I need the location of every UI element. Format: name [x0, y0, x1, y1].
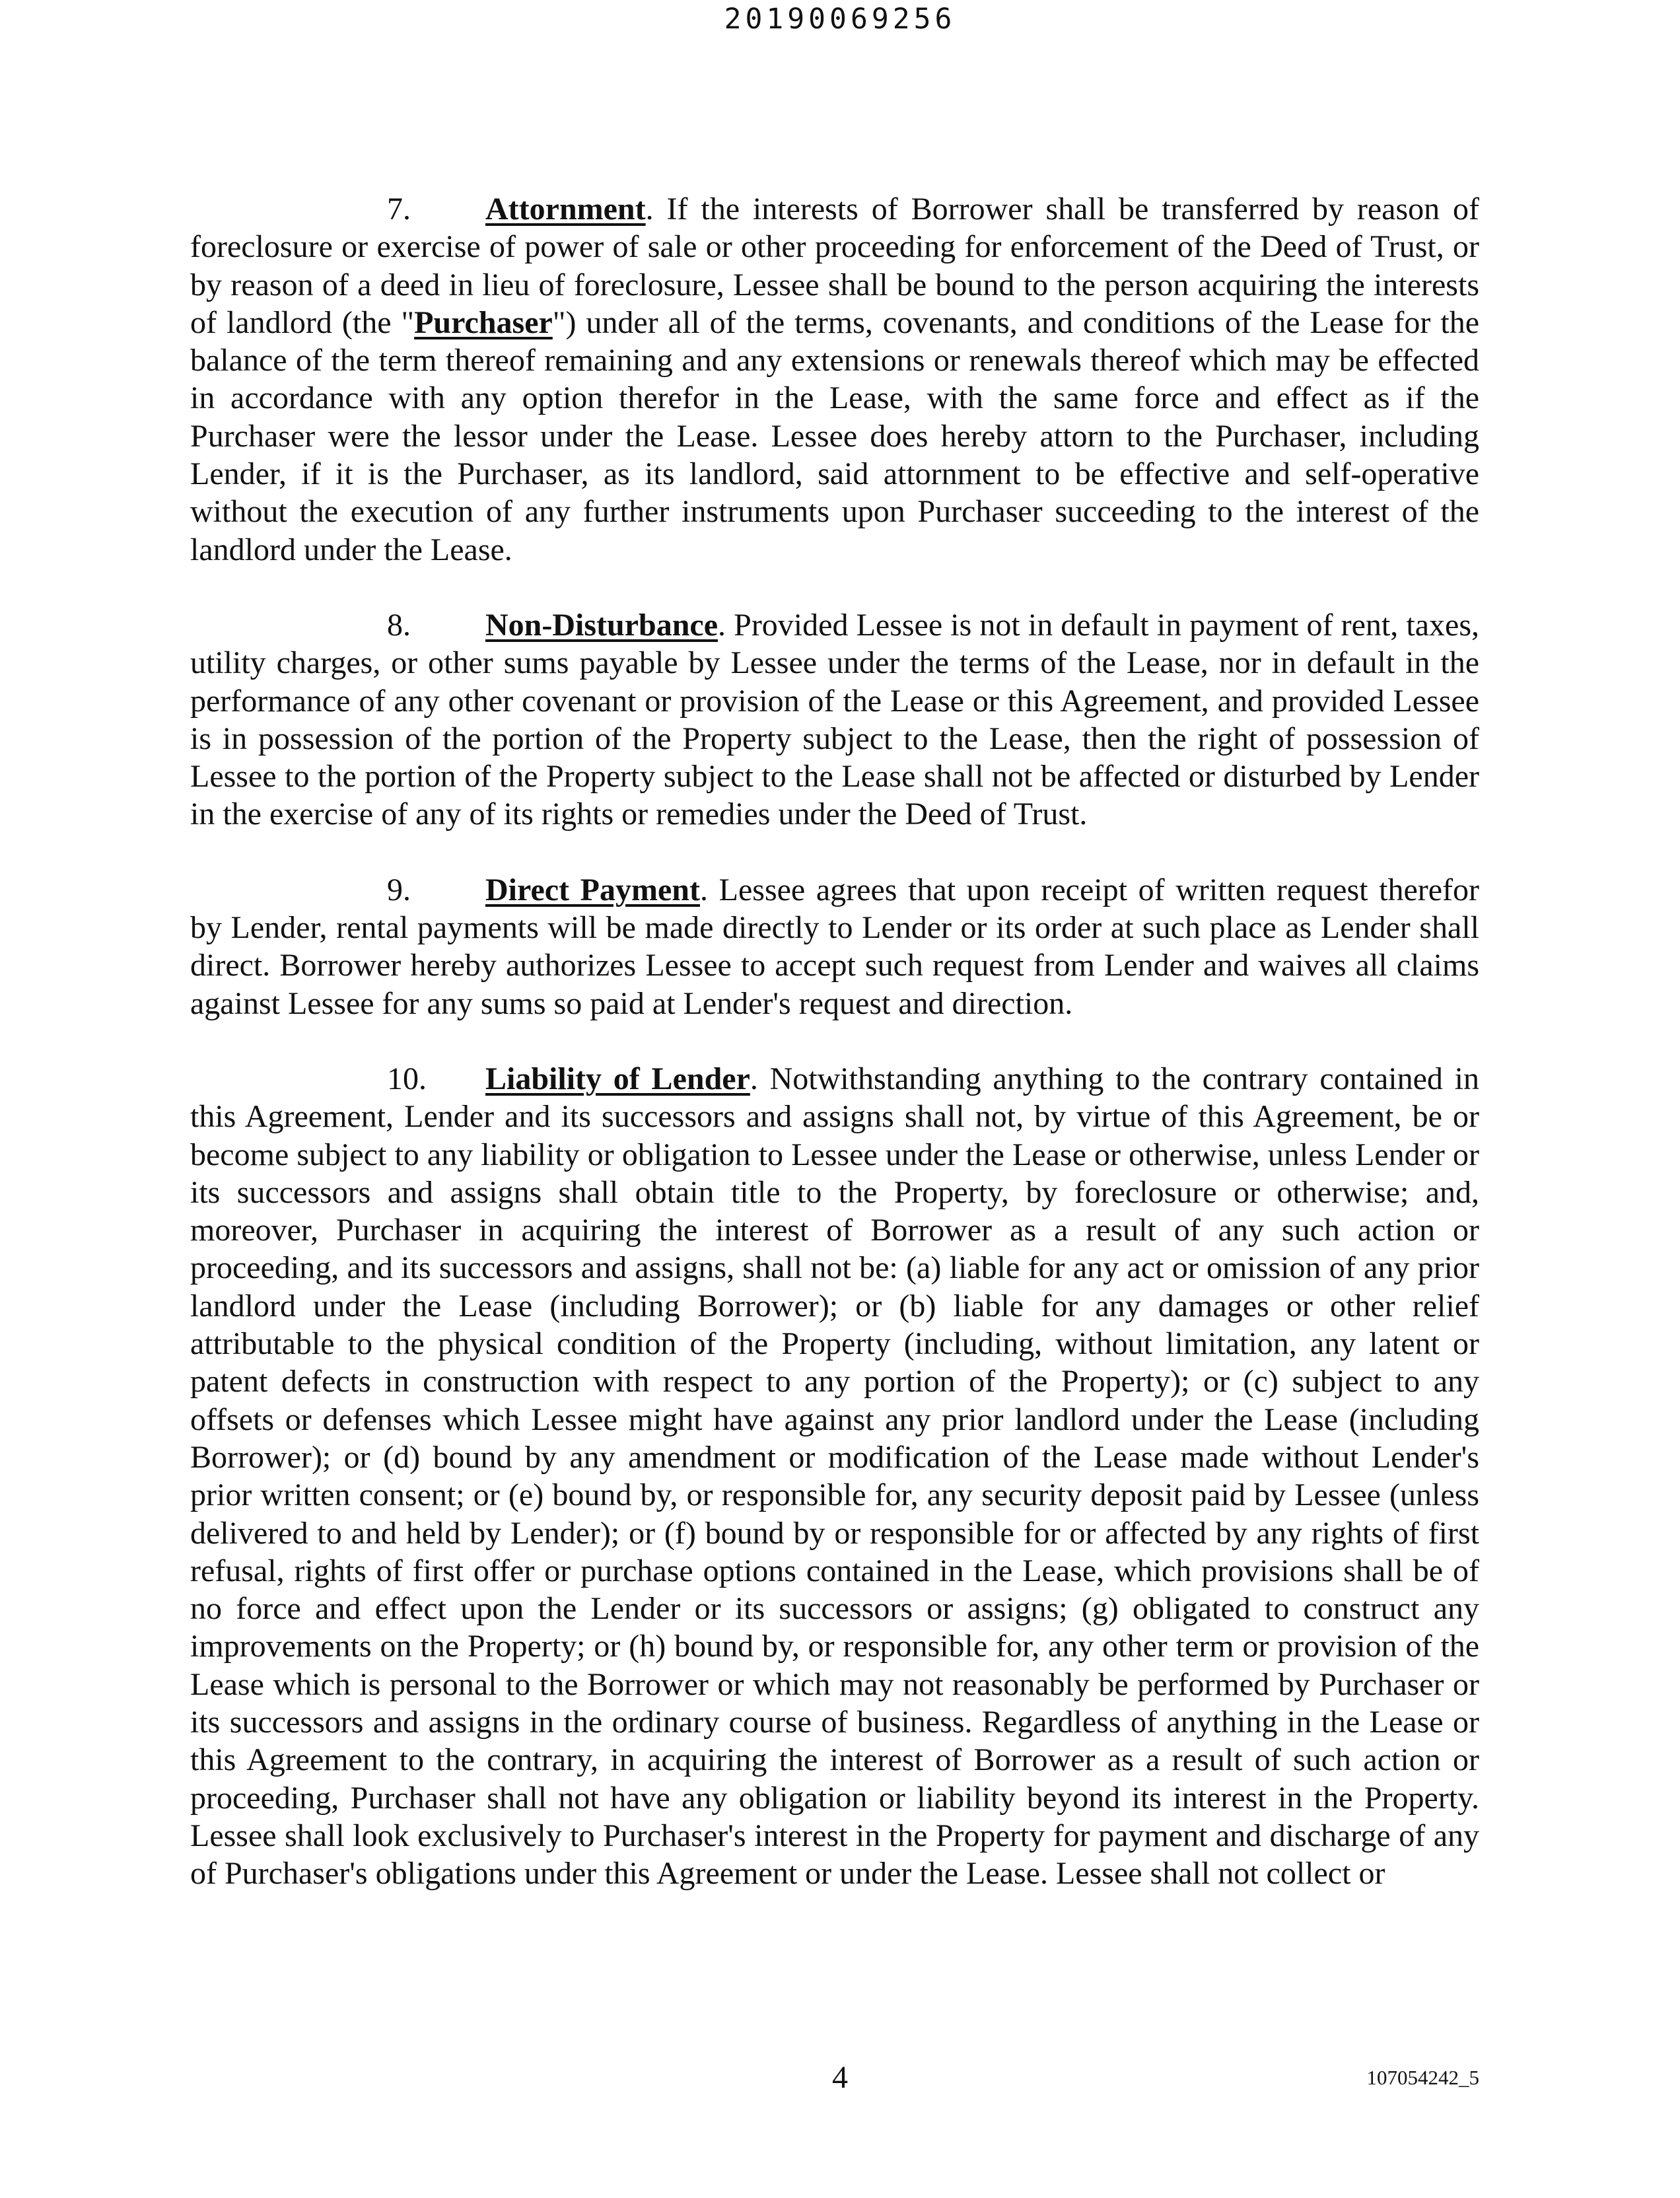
section-number: 8. — [387, 607, 411, 643]
section-title: Liability of Lender — [485, 1061, 750, 1096]
document-body — [190, 190, 1479, 1930]
section-direct-payment — [190, 871, 1479, 1022]
defined-term-purchaser: Purchaser — [414, 304, 553, 340]
section-text-continued: ") under all of the terms, covenants, and conditions of the Lease for the balance of the term thereof remaining and any extensions or renewals thereof which may be effected in accordance with any option therefor in the Lease, with the same force and effect as if the Purchaser were the lessor under the Lease. Lessee does hereby attorn to the Purchaser, including Lender, if it is the Purchaser, as its landlord, said attornment to be effective and self-operative without the execution of any further instruments upon Purchaser succeeding to the interest of the landlord under the Lease. — [190, 304, 1479, 567]
section-number: 10. — [387, 1061, 427, 1096]
section-liability-of-lender — [190, 1060, 1479, 1893]
section-attornment — [190, 190, 1479, 569]
document-reference: 107054242_5 — [1366, 2066, 1479, 2089]
section-number: 7. — [387, 192, 411, 227]
section-non-disturbance — [190, 606, 1479, 833]
section-text: . If the interests of Borrower shall be transferred by reason of foreclosure or exercise of power of sale or other proceeding for enforcement of the Deed of Trust, or by reason of a deed in lieu of foreclosure, Lessee shall be bound to the person acquiring the interests of landlord (the " — [190, 192, 1479, 340]
section-text: . Notwithstanding anything to the contrary contained in this Agreement, Lender and its successors and assigns shall not, by virtue of this Agreement, be or become subject to any liability or obligation to Lessee under the Lease or otherwise, unless Lender or its successors and assigns shall obtain title to the Property, by foreclosure or otherwise; and, moreover, Purchaser in acquiring the interest of Borrower as a result of any such action or proceeding, and its successors and assigns, shall not be: (a) liable for any act or omission of any prior landlord under the Lease (including Borrower); or (b) liable for any damages or other relief attributable to the physical condition of the Property (including, without limitation, any latent or patent defects in construction with respect to any portion of the Property); or (c) subject to any offsets or defenses which Lessee might have against any prior landlord under the Lease (including Borrower); or (d) bound by any amendment or modification of the Lease made without Lender's prior written consent; or (e) bound by, or responsible for, any security deposit paid by Lessee (unless delivered to and held by Lender); or (f) bound by or responsible for or affected by any rights of first refusal, rights of first offer or purchase options contained in the Lease, which provisions shall be of no force and effect upon the Lender or its successors or assigns; (g) obligated to construct any improvements on the Property; or (h) bound by, or responsible for, any other term or provision of the Lease which is personal to the Borrower or which may not reasonably be performed by Purchaser or its successors and assigns in the ordinary course of business. Regardless of anything in the Lease or this Agreement to the contrary, in acquiring the interest of Borrower as a result of such action or proceeding, Purchaser shall not have any obligation or liability beyond its interest in the Property. Lessee shall look exclusively to Purchaser's interest in the Property for payment and discharge of any of Purchaser's obligations under this Agreement or under the Lease. Lessee shall not collect or — [190, 1061, 1480, 1892]
section-title: Non-Disturbance — [485, 607, 718, 643]
recording-number: 20190069256 — [724, 3, 956, 36]
section-number: 9. — [387, 872, 411, 907]
section-title: Direct Payment — [485, 872, 700, 907]
section-text: . Lessee agrees that upon receipt of written request therefor by Lender, rental payments will be made directly to Lender or its order at such place as Lender shall direct. Borrower hereby authorizes Lessee to accept such request from Lender and waives all claims against Lessee for any sums so paid at Lender's request and direction. — [190, 872, 1480, 1021]
page-number: 4 — [832, 2060, 848, 2095]
section-title: Attornment — [485, 192, 646, 227]
section-text: . Provided Lessee is not in default in payment of rent, taxes, utility charges, or other sums payable by Lessee under the terms of the Lease, nor in default in the performance of any other covenant or provision of the Lease or this Agreement, and provided Lessee is in possession of the portion of the Property subject to the Lease, then the right of possession of Lessee to the portion of the Property subject to the Lease shall not be affected or disturbed by Lender in the exercise of any of its rights or remedies under the Deed of Trust. — [190, 607, 1479, 832]
